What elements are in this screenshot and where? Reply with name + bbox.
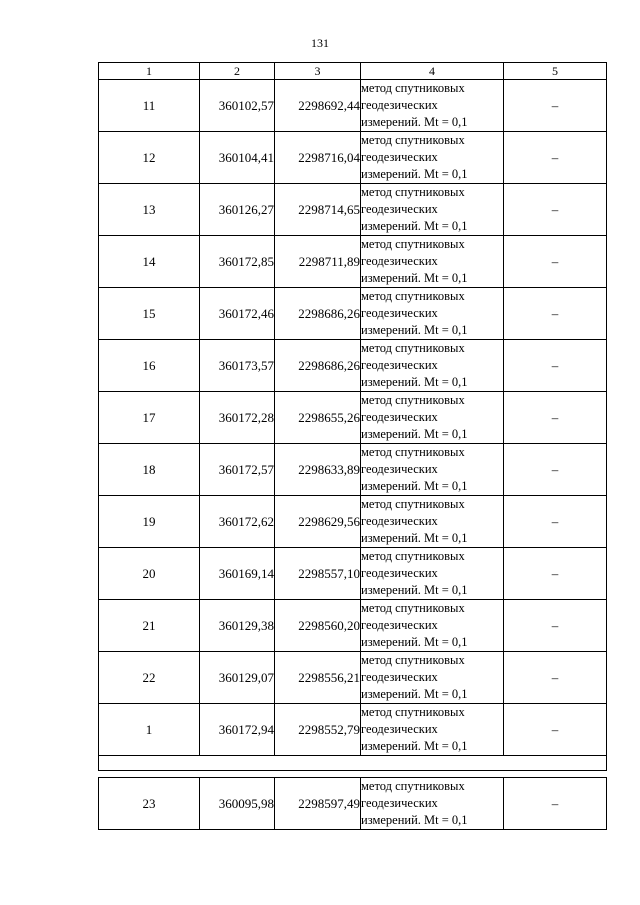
table-row <box>99 704 607 756</box>
method-line: метод спутниковых <box>361 705 465 719</box>
method-line: метод спутниковых <box>361 601 465 615</box>
method-cell <box>361 392 504 444</box>
x-coordinate: 360129,38 <box>200 600 275 652</box>
header-row <box>99 63 607 80</box>
method-line: измерений. Mt = 0,1 <box>361 271 468 285</box>
method-line: метод спутниковых <box>361 653 465 667</box>
method-cell <box>361 236 504 288</box>
table-row <box>99 600 607 652</box>
table-row <box>99 132 607 184</box>
table-row <box>99 392 607 444</box>
note-cell: – <box>504 444 607 496</box>
point-number: 16 <box>99 340 200 392</box>
method-line: геодезических <box>361 618 438 632</box>
method-line: измерений. Mt = 0,1 <box>361 427 468 441</box>
x-coordinate: 360095,98 <box>200 778 275 830</box>
table-row <box>99 184 607 236</box>
empty-row <box>99 756 607 771</box>
method-line: геодезических <box>361 202 438 216</box>
method-line: измерений. Mt = 0,1 <box>361 813 468 827</box>
note-cell: – <box>504 80 607 132</box>
method-cell <box>361 496 504 548</box>
method-line: геодезических <box>361 98 438 112</box>
point-number: 17 <box>99 392 200 444</box>
method-line: метод спутниковых <box>361 237 465 251</box>
method-line: измерений. Mt = 0,1 <box>361 219 468 233</box>
note-cell: – <box>504 236 607 288</box>
x-coordinate: 360104,41 <box>200 132 275 184</box>
x-coordinate: 360173,57 <box>200 340 275 392</box>
gap-cell <box>99 771 607 778</box>
y-coordinate: 2298556,21 <box>275 652 361 704</box>
note-cell: – <box>504 600 607 652</box>
method-line: метод спутниковых <box>361 549 465 563</box>
note-cell: – <box>504 778 607 830</box>
x-coordinate: 360172,46 <box>200 288 275 340</box>
y-coordinate: 2298557,10 <box>275 548 361 600</box>
note-cell: – <box>504 496 607 548</box>
method-line: геодезических <box>361 306 438 320</box>
point-number: 1 <box>99 704 200 756</box>
note-cell: – <box>504 392 607 444</box>
y-coordinate: 2298714,65 <box>275 184 361 236</box>
method-cell <box>361 778 504 830</box>
column-header: 2 <box>200 63 275 80</box>
x-coordinate: 360129,07 <box>200 652 275 704</box>
x-coordinate: 360172,94 <box>200 704 275 756</box>
method-line: геодезических <box>361 670 438 684</box>
point-number: 20 <box>99 548 200 600</box>
note-cell: – <box>504 184 607 236</box>
note-cell: – <box>504 288 607 340</box>
method-line: геодезических <box>361 410 438 424</box>
y-coordinate: 2298711,89 <box>275 236 361 288</box>
x-coordinate: 360172,57 <box>200 444 275 496</box>
x-coordinate: 360172,62 <box>200 496 275 548</box>
y-coordinate: 2298597,49 <box>275 778 361 830</box>
table-gap <box>99 771 607 778</box>
method-cell <box>361 548 504 600</box>
method-line: измерений. Mt = 0,1 <box>361 375 468 389</box>
note-cell: – <box>504 340 607 392</box>
column-header: 4 <box>361 63 504 80</box>
method-cell <box>361 184 504 236</box>
method-line: измерений. Mt = 0,1 <box>361 115 468 129</box>
table-row <box>99 444 607 496</box>
x-coordinate: 360102,57 <box>200 80 275 132</box>
method-line: геодезических <box>361 566 438 580</box>
coordinates-table <box>98 62 607 830</box>
method-cell <box>361 132 504 184</box>
note-cell: – <box>504 704 607 756</box>
column-header: 5 <box>504 63 607 80</box>
note-cell: – <box>504 132 607 184</box>
method-cell <box>361 704 504 756</box>
method-line: метод спутниковых <box>361 289 465 303</box>
table-row <box>99 236 607 288</box>
method-line: геодезических <box>361 358 438 372</box>
column-header: 3 <box>275 63 361 80</box>
y-coordinate: 2298560,20 <box>275 600 361 652</box>
method-line: измерений. Mt = 0,1 <box>361 739 468 753</box>
y-coordinate: 2298716,04 <box>275 132 361 184</box>
point-number: 22 <box>99 652 200 704</box>
table-row <box>99 80 607 132</box>
table-row <box>99 778 607 830</box>
x-coordinate: 360126,27 <box>200 184 275 236</box>
method-line: измерений. Mt = 0,1 <box>361 479 468 493</box>
point-number: 19 <box>99 496 200 548</box>
method-line: геодезических <box>361 150 438 164</box>
method-line: метод спутниковых <box>361 185 465 199</box>
method-cell <box>361 80 504 132</box>
method-line: геодезических <box>361 796 438 810</box>
method-line: метод спутниковых <box>361 393 465 407</box>
y-coordinate: 2298633,89 <box>275 444 361 496</box>
page-number: 131 <box>311 36 329 50</box>
method-line: измерений. Mt = 0,1 <box>361 531 468 545</box>
y-coordinate: 2298552,79 <box>275 704 361 756</box>
method-cell <box>361 652 504 704</box>
method-line: измерений. Mt = 0,1 <box>361 323 468 337</box>
x-coordinate: 360172,28 <box>200 392 275 444</box>
method-line: геодезических <box>361 514 438 528</box>
method-line: метод спутниковых <box>361 445 465 459</box>
y-coordinate: 2298692,44 <box>275 80 361 132</box>
point-number: 11 <box>99 80 200 132</box>
method-cell <box>361 600 504 652</box>
method-line: измерений. Mt = 0,1 <box>361 635 468 649</box>
point-number: 23 <box>99 778 200 830</box>
method-line: метод спутниковых <box>361 497 465 511</box>
y-coordinate: 2298629,56 <box>275 496 361 548</box>
table-row <box>99 652 607 704</box>
method-cell <box>361 340 504 392</box>
y-coordinate: 2298655,26 <box>275 392 361 444</box>
y-coordinate: 2298686,26 <box>275 340 361 392</box>
method-cell <box>361 444 504 496</box>
method-line: метод спутниковых <box>361 341 465 355</box>
table-row <box>99 548 607 600</box>
method-line: измерений. Mt = 0,1 <box>361 167 468 181</box>
empty-cell <box>99 756 607 771</box>
note-cell: – <box>504 548 607 600</box>
method-line: измерений. Mt = 0,1 <box>361 583 468 597</box>
method-line: метод спутниковых <box>361 81 465 95</box>
table-row <box>99 496 607 548</box>
x-coordinate: 360172,85 <box>200 236 275 288</box>
point-number: 13 <box>99 184 200 236</box>
method-line: метод спутниковых <box>361 779 465 793</box>
point-number: 18 <box>99 444 200 496</box>
table-row <box>99 340 607 392</box>
method-line: геодезических <box>361 462 438 476</box>
method-line: геодезических <box>361 254 438 268</box>
table-row <box>99 288 607 340</box>
method-line: измерений. Mt = 0,1 <box>361 687 468 701</box>
point-number: 21 <box>99 600 200 652</box>
y-coordinate: 2298686,26 <box>275 288 361 340</box>
note-cell: – <box>504 652 607 704</box>
method-cell <box>361 288 504 340</box>
method-line: геодезических <box>361 722 438 736</box>
method-line: метод спутниковых <box>361 133 465 147</box>
point-number: 15 <box>99 288 200 340</box>
point-number: 14 <box>99 236 200 288</box>
column-header: 1 <box>99 63 200 80</box>
point-number: 12 <box>99 132 200 184</box>
x-coordinate: 360169,14 <box>200 548 275 600</box>
